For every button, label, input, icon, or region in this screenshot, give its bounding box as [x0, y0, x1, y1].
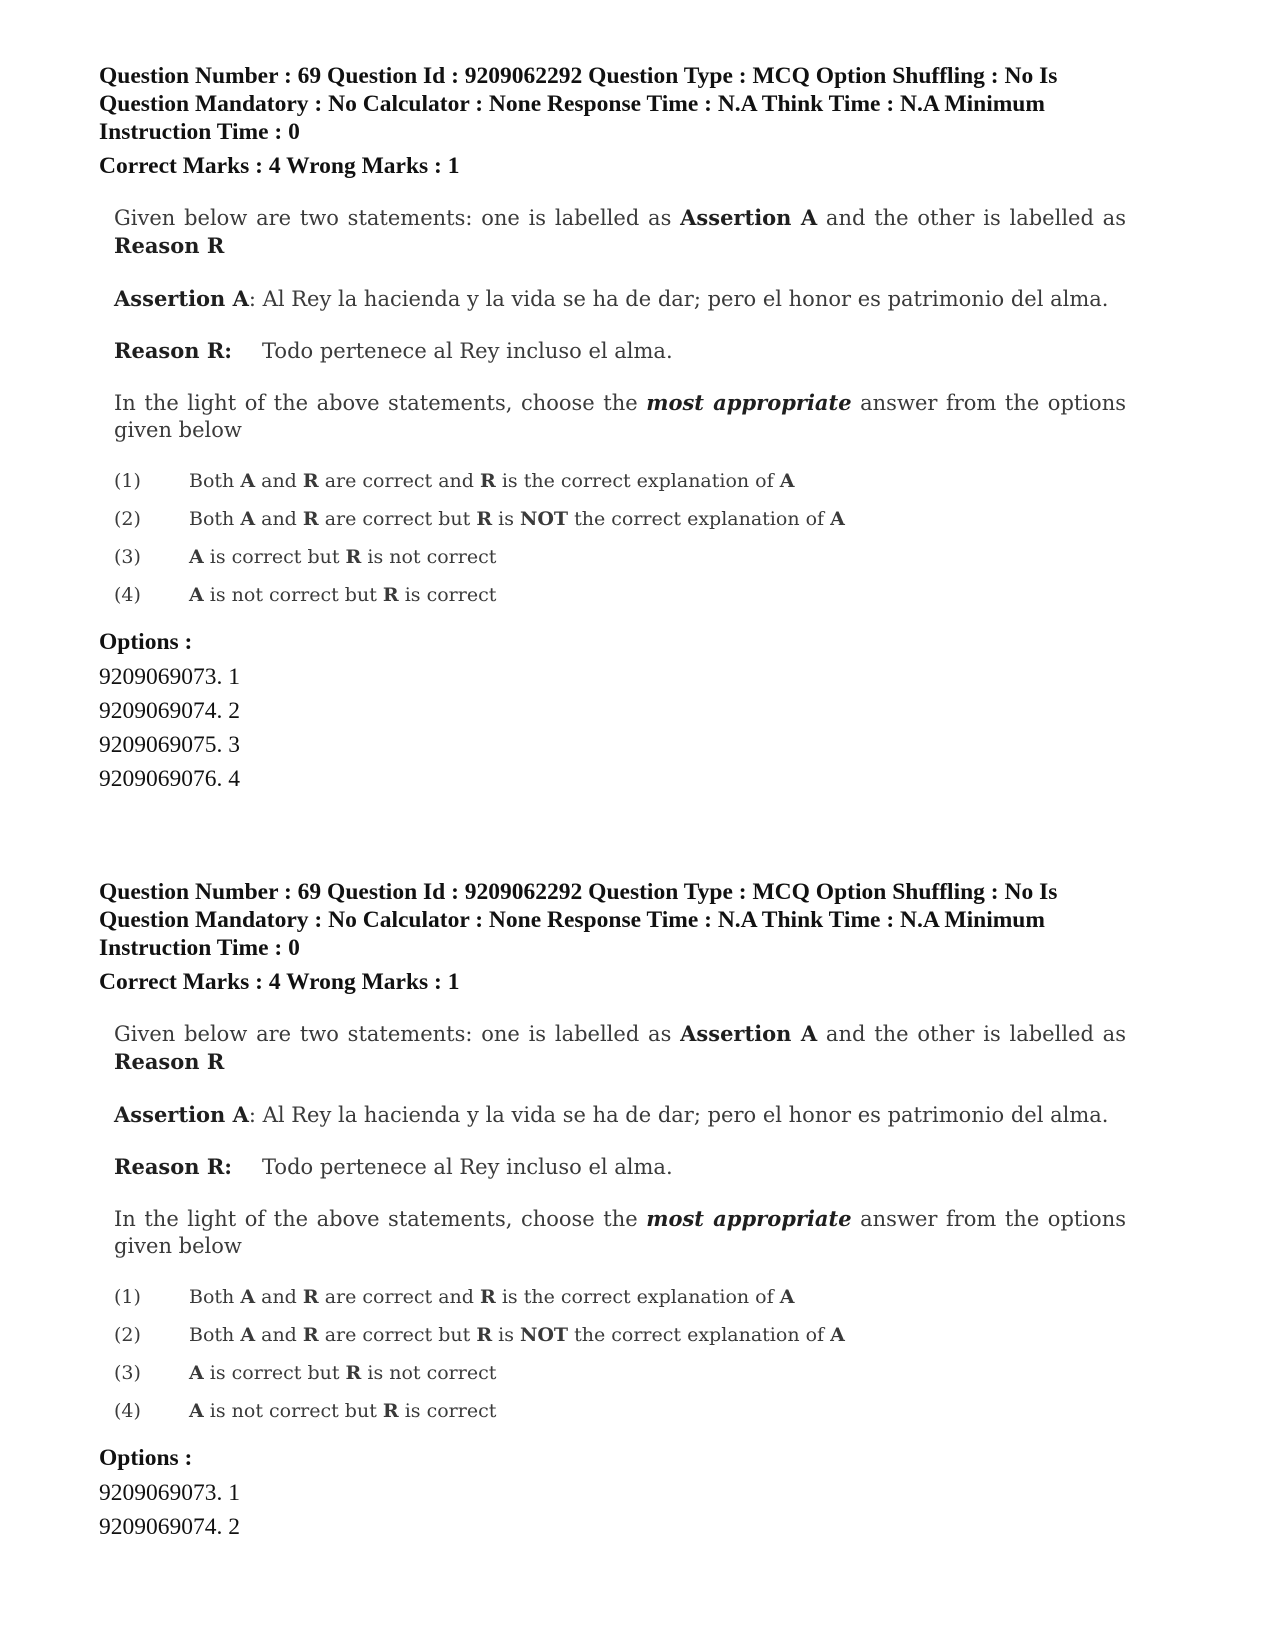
marks-line: Correct Marks : 4 Wrong Marks : 1: [99, 153, 460, 179]
reason-text: Todo pertenece al Rey incluso el alma.: [262, 1155, 673, 1179]
instruction-paragraph: [114, 389, 1126, 444]
choice-text: Both A and R are correct and R is the correct explanation of A: [189, 470, 795, 492]
choice-number: (2): [114, 1324, 141, 1346]
assertion-paragraph: [114, 285, 1126, 313]
header-line: Question Mandatory : No Calculator : None Response Time : N.A Think Time : N.A Minimum: [99, 91, 1045, 117]
answer-choices: [114, 1278, 1126, 1430]
choice-text: A is not correct but R is correct: [189, 1400, 497, 1422]
instruction-text: In the light of the above statements, choose the: [114, 391, 647, 415]
question-block: [99, 62, 1139, 796]
choice-number: (1): [114, 470, 141, 492]
assertion-label: Assertion A: [114, 1102, 249, 1127]
header-line: Question Number : 69 Question Id : 9209062292 Question Type : MCQ Option Shuffling : No Is: [99, 879, 1058, 905]
option-item: 9209069073. 1: [99, 1480, 240, 1506]
intro-bold: Assertion A: [680, 205, 818, 230]
answer-choice: [114, 1278, 1126, 1316]
intro-bold: Assertion A: [680, 1021, 818, 1046]
question-meta-header: [99, 62, 1139, 146]
intro-bold: Reason R: [114, 1049, 225, 1074]
choice-number: (1): [114, 1286, 141, 1308]
question-block: [99, 878, 1139, 1544]
option-item: 9209069075. 3: [99, 732, 240, 758]
reason-text: Todo pertenece al Rey incluso el alma.: [262, 339, 673, 363]
reason-paragraph: [114, 1153, 1126, 1181]
intro-text: and the other is labelled as: [817, 206, 1126, 230]
option-item: 9209069074. 2: [99, 1514, 240, 1540]
instruction-emphasis: most appropriate: [646, 1206, 852, 1231]
answer-choice: [114, 1354, 1126, 1392]
choice-text: A is correct but R is not correct: [189, 546, 497, 568]
header-line: Question Mandatory : No Calculator : None Response Time : N.A Think Time : N.A Minimum: [99, 907, 1045, 933]
instruction-emphasis: most appropriate: [646, 390, 852, 415]
option-item: 9209069073. 1: [99, 664, 240, 690]
option-item: 9209069074. 2: [99, 698, 240, 724]
intro-paragraph: [114, 1020, 1126, 1076]
instruction-text: In the light of the above statements, choose the: [114, 1207, 647, 1231]
header-line: Question Number : 69 Question Id : 9209062292 Question Type : MCQ Option Shuffling : No Is: [99, 63, 1058, 89]
reason-label: Reason R:: [114, 338, 233, 363]
answer-choice: [114, 462, 1126, 500]
choice-number: (2): [114, 508, 141, 530]
instruction-paragraph: [114, 1205, 1126, 1260]
choice-number: (3): [114, 546, 141, 568]
header-line: Instruction Time : 0: [99, 935, 300, 961]
instruction-text: answer from the options given below: [114, 391, 1126, 442]
choice-text: Both A and R are correct and R is the correct explanation of A: [189, 1286, 795, 1308]
assertion-text: : Al Rey la hacienda y la vida se ha de dar; pero el honor es patrimonio del alma.: [248, 1103, 1109, 1127]
answer-choices: [114, 462, 1126, 614]
choice-text: A is correct but R is not correct: [189, 1362, 497, 1384]
intro-text: Given below are two statements: one is labelled as: [114, 206, 681, 230]
reason-paragraph: [114, 337, 1126, 365]
option-item: 9209069076. 4: [99, 766, 240, 792]
choice-text: A is not correct but R is correct: [189, 584, 497, 606]
options-title: Options :: [99, 629, 193, 655]
question-body: [114, 1020, 1126, 1430]
intro-bold: Reason R: [114, 233, 225, 258]
answer-choice: [114, 538, 1126, 576]
intro-text: and the other is labelled as: [817, 1022, 1126, 1046]
instruction-text: answer from the options given below: [114, 1207, 1126, 1258]
answer-choice: [114, 1392, 1126, 1430]
intro-paragraph: [114, 204, 1126, 260]
reason-label: Reason R:: [114, 1154, 233, 1179]
choice-number: (4): [114, 584, 141, 606]
options-list: [99, 1476, 1139, 1544]
question-meta-header: [99, 878, 1139, 962]
choice-number: (3): [114, 1362, 141, 1384]
intro-text: Given below are two statements: one is labelled as: [114, 1022, 681, 1046]
answer-choice: [114, 576, 1126, 614]
header-line: Instruction Time : 0: [99, 119, 300, 145]
assertion-paragraph: [114, 1101, 1126, 1129]
question-body: [114, 204, 1126, 614]
answer-choice: [114, 500, 1126, 538]
choice-text: Both A and R are correct but R is NOT the correct explanation of A: [189, 1324, 845, 1346]
choice-text: Both A and R are correct but R is NOT the correct explanation of A: [189, 508, 845, 530]
assertion-label: Assertion A: [114, 286, 249, 311]
options-title: Options :: [99, 1445, 193, 1471]
marks-line: Correct Marks : 4 Wrong Marks : 1: [99, 969, 460, 995]
options-list: [99, 660, 1139, 796]
assertion-text: : Al Rey la hacienda y la vida se ha de dar; pero el honor es patrimonio del alma.: [248, 287, 1109, 311]
answer-choice: [114, 1316, 1126, 1354]
choice-number: (4): [114, 1400, 141, 1422]
